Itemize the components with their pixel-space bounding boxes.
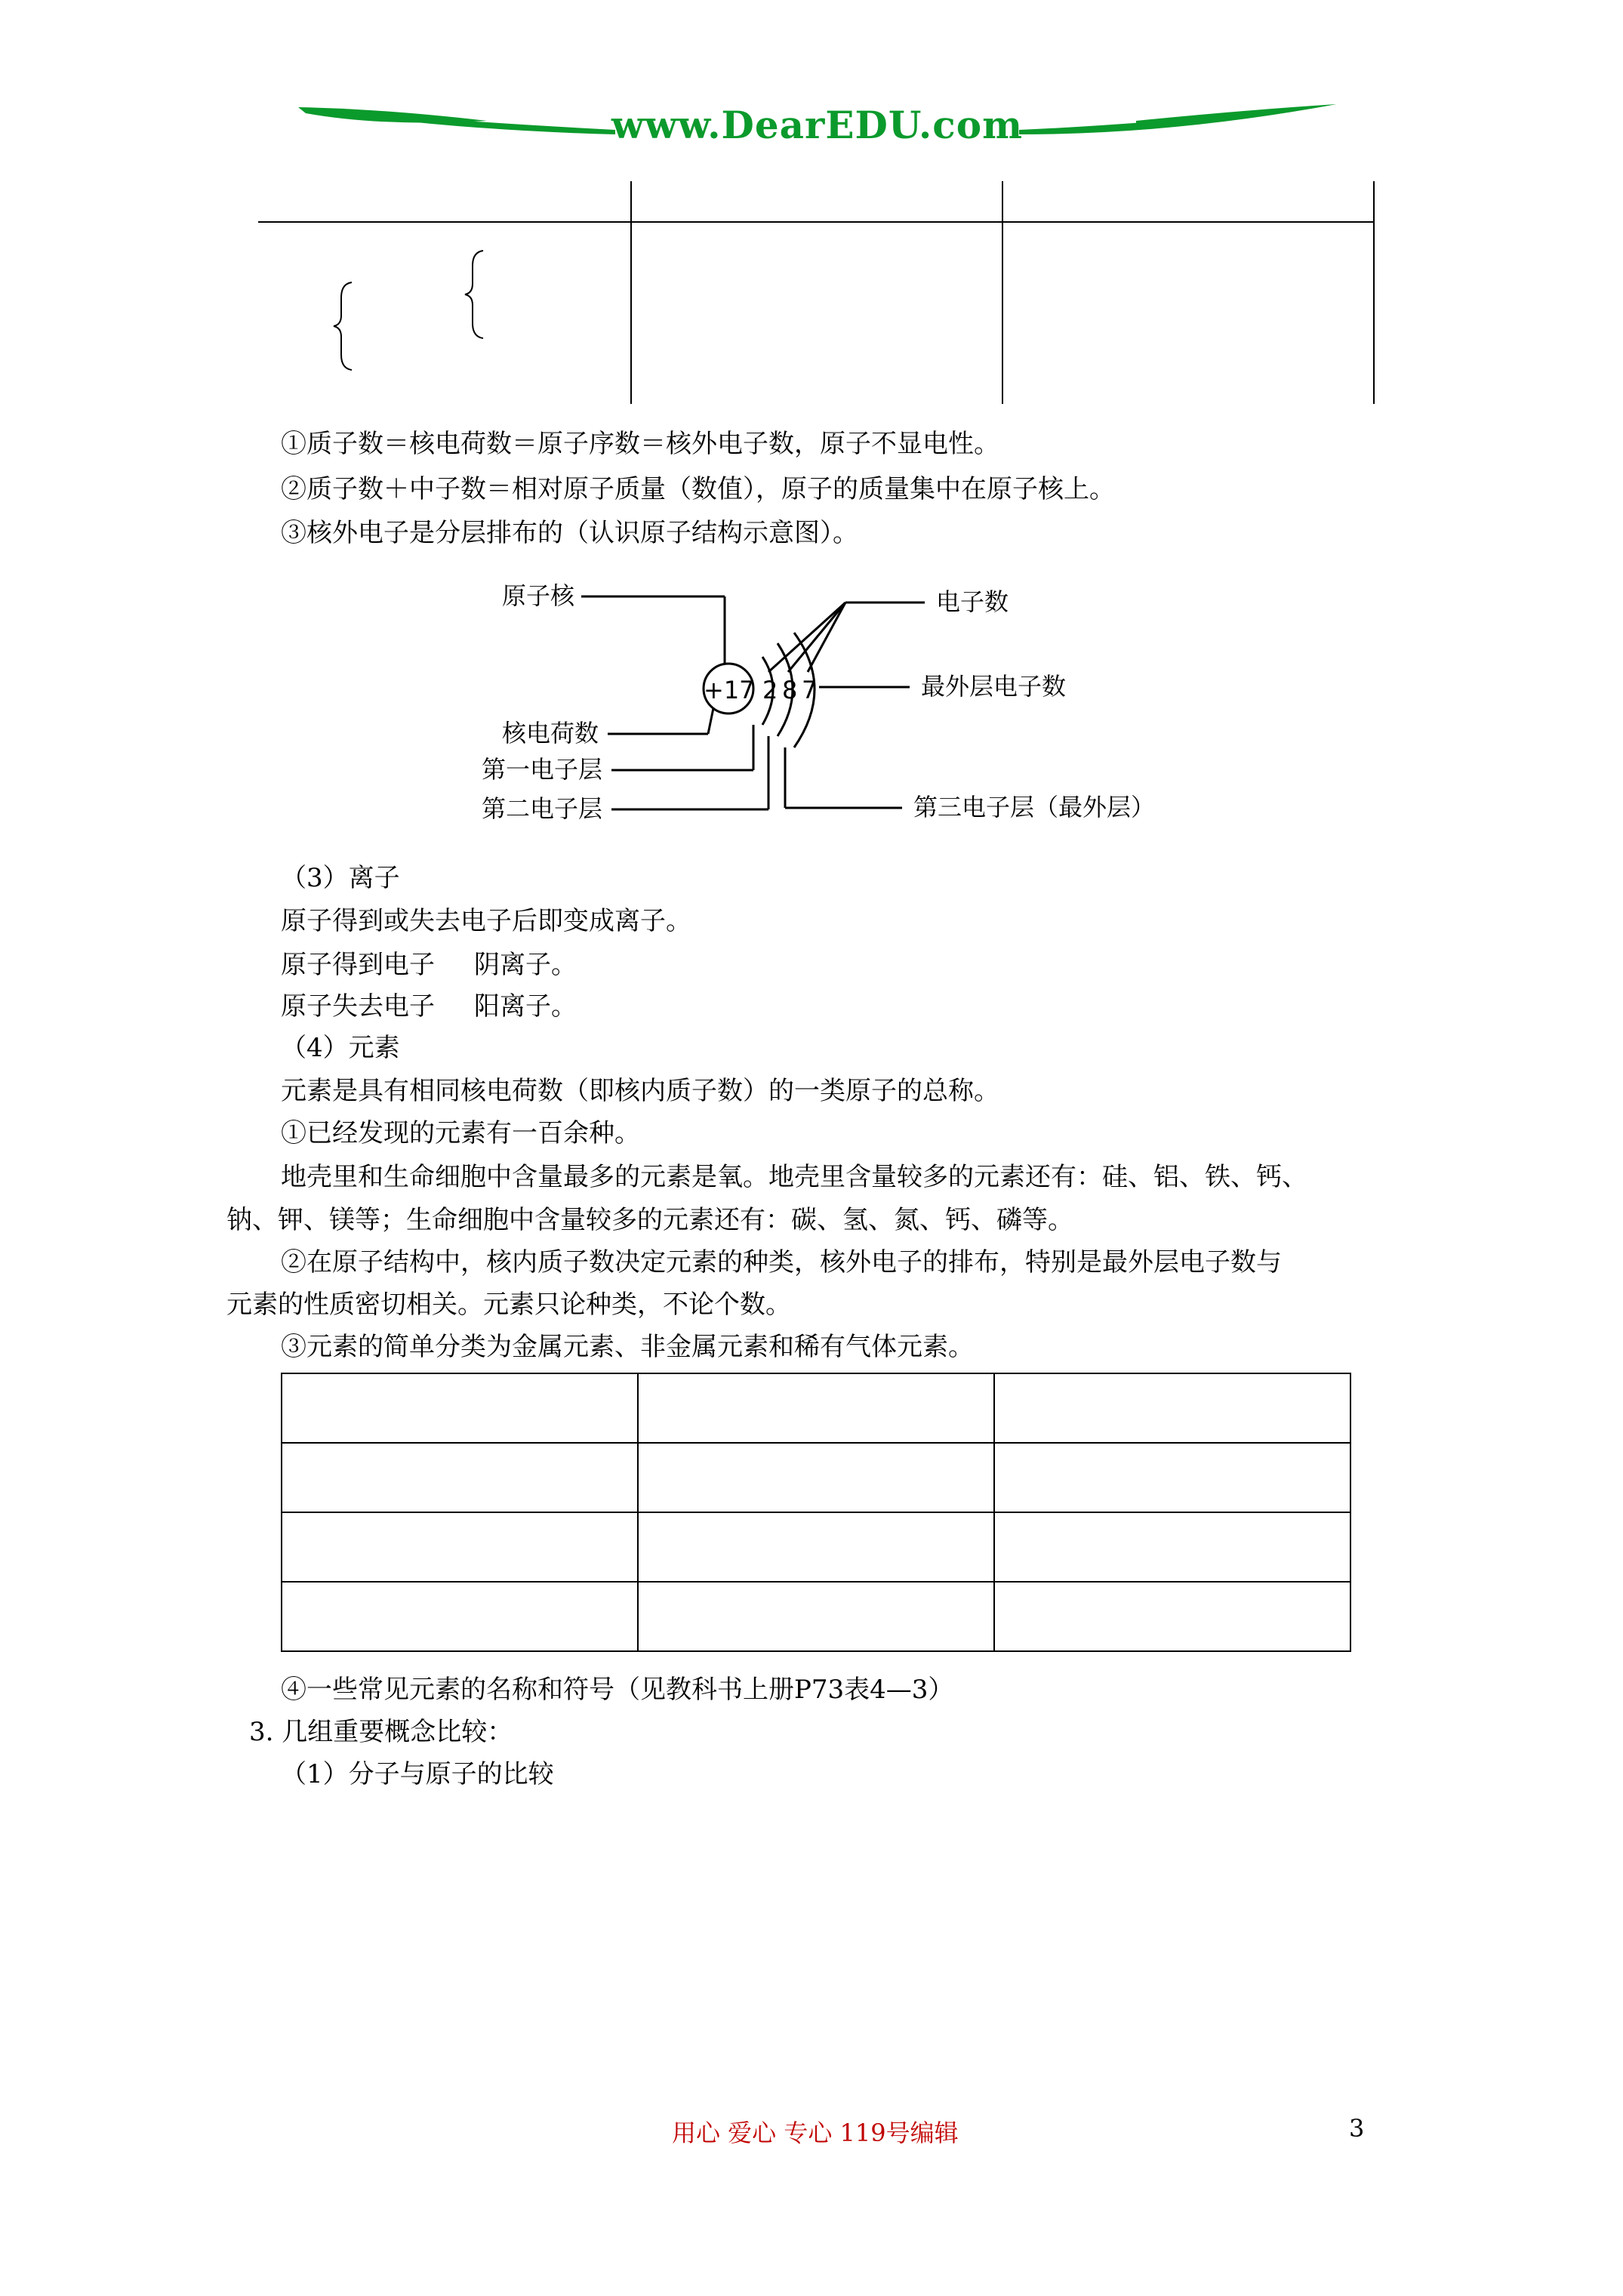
table-cell xyxy=(638,1582,994,1651)
rule-relative-atomic-mass: ②质子数＋中子数＝相对原子质量（数值），原子的质量集中在原子核上。 xyxy=(281,474,1115,504)
ion-definition: 原子得到或失去电子后即变成离子。 xyxy=(281,906,691,936)
element-classification-table xyxy=(281,1373,1351,1652)
electron-count-shell1: 2 xyxy=(762,676,778,704)
element-count: ①已经发现的元素有一百余种。 xyxy=(281,1118,640,1148)
site-logo-text: www.DearEDU.com xyxy=(611,103,1023,147)
atom-structure-diagram xyxy=(468,574,1178,838)
shell3-label: 第三电子层（最外层） xyxy=(913,793,1156,821)
shell1-label: 第一电子层 xyxy=(482,755,603,784)
section-ion-heading: （3）离子 xyxy=(281,863,400,893)
table-top-divider-1 xyxy=(630,181,632,404)
nucleus-label: 原子核 xyxy=(502,581,575,610)
table-cell xyxy=(638,1512,994,1582)
element-structure-1: ②在原子结构中，核内质子数决定元素的种类，核外电子的排布，特别是最外层电子数与 xyxy=(281,1247,1282,1277)
table-top-divider-2 xyxy=(1002,181,1003,404)
table-cell xyxy=(994,1512,1350,1582)
table-cell xyxy=(994,1373,1350,1443)
left-brace-small-icon xyxy=(463,249,486,340)
page-number: 3 xyxy=(1349,2114,1365,2143)
charge-label: 核电荷数 xyxy=(502,719,599,747)
table-top-divider-3 xyxy=(1373,181,1375,404)
outer-electron-label: 最外层电子数 xyxy=(921,672,1067,701)
element-abundance-2: 钠、钾、镁等；生命细胞中含量较多的元素还有：碳、氢、氮、钙、磷等。 xyxy=(226,1205,1073,1235)
site-header-logo xyxy=(291,91,1344,159)
table-cell xyxy=(994,1443,1350,1512)
electron-count-shell3: 7 xyxy=(802,676,818,704)
table-cell xyxy=(638,1443,994,1512)
anion-line-b: 阴离子。 xyxy=(474,950,577,980)
rule-proton-number: ①质子数＝核电荷数＝原子序数＝核外电子数，原子不显电性。 xyxy=(281,429,999,459)
element-structure-2: 元素的性质密切相关。元素只论种类，不论个数。 xyxy=(226,1290,791,1320)
table-cell xyxy=(994,1582,1350,1651)
section-concept-comparison: 3. 几组重要概念比较： xyxy=(249,1717,513,1747)
element-classification: ③元素的简单分类为金属元素、非金属元素和稀有气体元素。 xyxy=(281,1332,974,1362)
element-abundance-1: 地壳里和生命细胞中含量最多的元素是氧。地壳里含量较多的元素还有：硅、铝、铁、钙、 xyxy=(281,1162,1307,1192)
table-cell xyxy=(282,1512,638,1582)
section-element-heading: （4）元素 xyxy=(281,1033,400,1063)
table-cell xyxy=(282,1443,638,1512)
rule-electron-shells: ③核外电子是分层排布的（认识原子结构示意图）。 xyxy=(281,518,858,548)
molecule-atom-comparison: （1）分子与原子的比较 xyxy=(281,1759,554,1789)
electron-count-shell2: 8 xyxy=(782,676,798,704)
table-cell xyxy=(638,1373,994,1443)
anion-line-a: 原子得到电子 xyxy=(281,950,435,980)
table-row xyxy=(282,1512,1350,1582)
table-row xyxy=(282,1582,1350,1651)
element-definition: 元素是具有相同核电荷数（即核内质子数）的一类原子的总称。 xyxy=(281,1076,999,1106)
shell2-label: 第二电子层 xyxy=(482,794,603,823)
page-footer: 用心 爱心 专心 119号编辑 xyxy=(672,2119,959,2147)
cation-line-b: 阳离子。 xyxy=(474,991,577,1022)
electron-number-label: 电子数 xyxy=(936,587,1009,616)
cation-line-a: 原子失去电子 xyxy=(281,991,435,1022)
table-cell xyxy=(282,1582,638,1651)
table-row xyxy=(282,1443,1350,1512)
table-top-horizontal-line xyxy=(258,221,1374,223)
nucleus-charge: +17 xyxy=(704,676,755,704)
table-cell xyxy=(282,1373,638,1443)
table-row xyxy=(282,1373,1350,1443)
element-symbols-reference: ④一些常见元素的名称和符号（见教科书上册P73表4—3） xyxy=(281,1675,954,1705)
left-brace-large-icon xyxy=(332,281,355,371)
